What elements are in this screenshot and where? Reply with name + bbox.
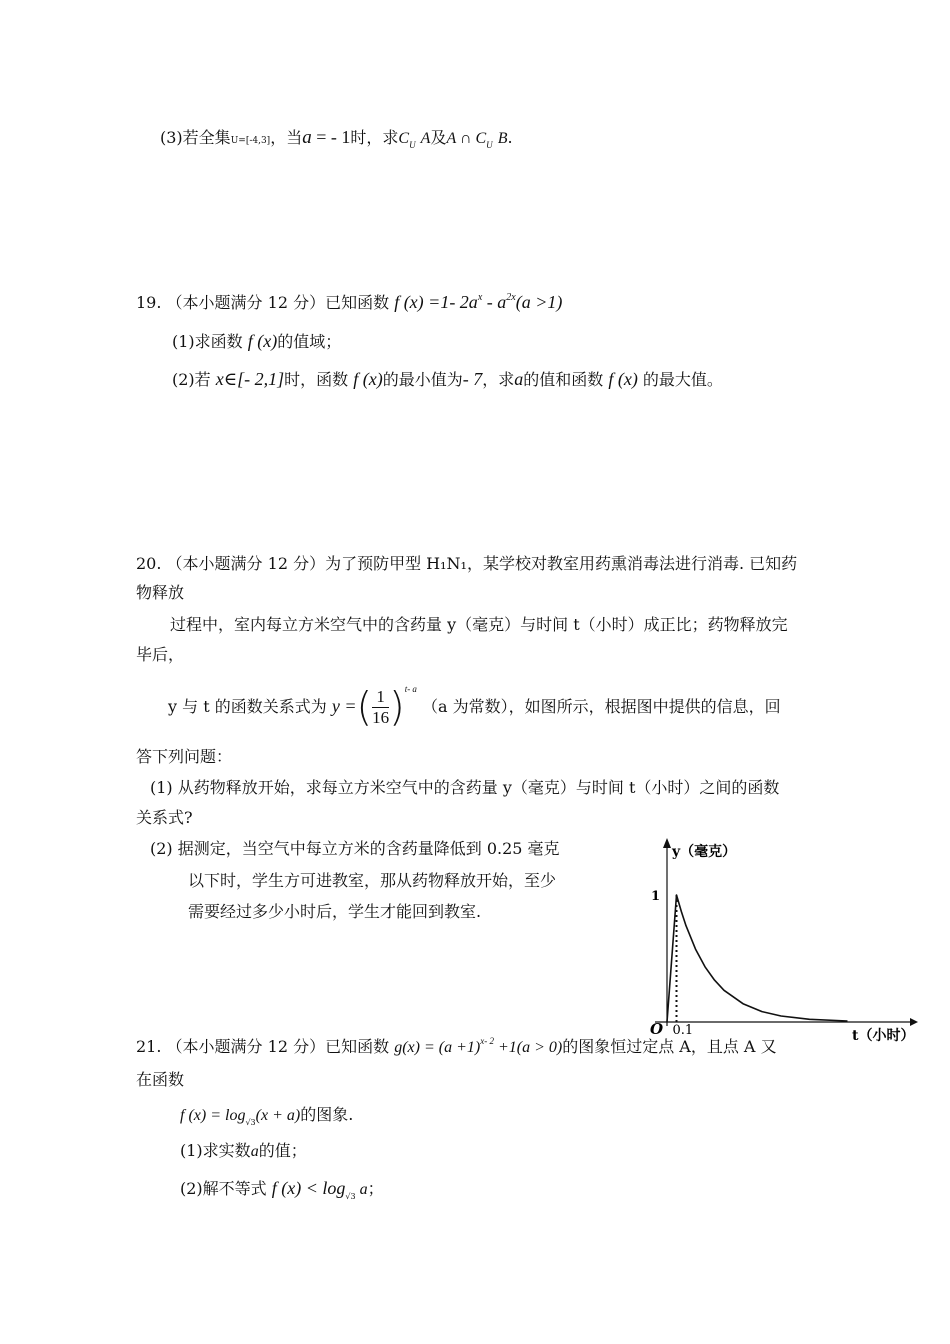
decay-chart [630, 828, 930, 1050]
q20-number: 20. [136, 554, 162, 573]
x-tick-label: 0.1 [672, 1023, 694, 1038]
q19-p2-min: - 7 [462, 369, 483, 389]
q21-header [136, 1036, 777, 1060]
q21-p2-base: √3 [345, 1192, 356, 1201]
q19-part2 [172, 368, 723, 391]
q19-p1-text: 的值域； [277, 332, 342, 351]
q18-part3 [160, 126, 513, 152]
q21-part2 [180, 1177, 384, 1203]
q19-p2-var-a: a [514, 369, 524, 389]
q18-complement: C [398, 130, 410, 147]
left-paren-icon: ( [356, 684, 373, 731]
q18-value: = - 1 [311, 127, 351, 147]
q21-g-lhs: g(x) = (a +1) [394, 1039, 481, 1056]
q19-header-text: （本小题满分 12 分）已知函数 [166, 293, 390, 312]
q21-p2-label: (2) [180, 1179, 203, 1198]
q20-formula-lhs: y = [331, 696, 357, 716]
q20-line1 [136, 553, 797, 575]
x-axis-label: t（小时） [852, 1028, 915, 1044]
q20-exponent: t- a [404, 684, 417, 694]
q21-g-exp: x- 2 [480, 1036, 494, 1046]
q21-f-line [180, 1104, 353, 1129]
q21-p2-fx: f (x) < log [271, 1178, 346, 1198]
q20-part1-cont: 关系式? [136, 808, 193, 827]
q18-sub-u: U [486, 140, 493, 150]
q20-fraction [372, 687, 389, 728]
q21-f-arg: (x + a) [255, 1107, 301, 1124]
q19-function [394, 292, 562, 312]
q19-header [136, 291, 562, 317]
q20-formula-tail: （a 为常数），如图所示，根据图中提供的信息，回 [422, 697, 781, 716]
q21-p2-text: 解不等式 [202, 1179, 267, 1198]
q20-part2-cont2: 需要经过多少小时后，学生才能回到教室. [188, 902, 482, 921]
y-tick-label: 1 [651, 889, 661, 904]
q21-line2: 在函数 [136, 1070, 185, 1089]
q19-p2-text: 的最大值。 [642, 370, 723, 389]
q20-line3: 过程中，室内每立方米空气中的含药量 y（毫克）与时间 t（小时）成正比；药物释放完 [170, 615, 788, 634]
q19-func-lhs: f (x) =1- 2a [394, 292, 478, 312]
q21-g-rest: +1(a > 0) [493, 1039, 563, 1056]
q21-p1-var: a [250, 1143, 259, 1160]
q21-header-text: （本小题满分 12 分）已知函数 [166, 1037, 390, 1056]
q18-text: ，当 [270, 128, 303, 147]
q20-frac-num: 1 [372, 687, 389, 708]
q21-f-tail: 的图象. [300, 1105, 354, 1124]
q19-p2-interval: x∈[- 2,1] [215, 369, 285, 389]
q21-p1-label: (1) [180, 1141, 203, 1160]
q19-p2-text: 的最小值为 [382, 370, 463, 389]
q21-p2-var: a [355, 1181, 368, 1198]
q18-sub-u: U [409, 140, 416, 150]
q19-p2-fx2: f (x) [608, 369, 638, 389]
q21-p1-text: 的值； [258, 1141, 307, 1160]
q20-part1: (1) 从药物释放开始，求每立方米空气中的含药量 y（毫克）与时间 t（小时）之间的函数 [150, 778, 780, 797]
q19-p2-fx: f (x) [353, 369, 383, 389]
q21-f-base: √3 [245, 1118, 256, 1127]
q19-func-mid: - a [482, 292, 507, 312]
q18-end: . [507, 128, 513, 147]
q20-formula-line [168, 684, 781, 731]
right-paren-icon: ) [389, 684, 405, 731]
q19-part1 [172, 330, 341, 353]
q21-part1 [180, 1140, 307, 1163]
series-line [667, 895, 848, 1022]
q20-line6: 答下列问题： [136, 747, 233, 766]
q19-p2-text: 时，函数 [284, 370, 349, 389]
q19-exp-x: x [477, 292, 483, 303]
q20-part2: (2) 据测定，当空气中每立方米的含药量降低到 0.25 毫克 [150, 839, 560, 858]
q19-p1-label: (1) [172, 332, 195, 351]
q21-f-lhs: f (x) = log [180, 1107, 246, 1124]
q19-p2-label: (2) [172, 370, 195, 389]
q21-g-function [394, 1036, 563, 1056]
q21-header-tail: 的图象恒过定点 A，且点 A 又 [562, 1037, 777, 1056]
y-axis-arrow-icon [663, 838, 671, 848]
q21-number: 21. [136, 1037, 162, 1056]
q18-text: 及 [430, 128, 447, 147]
q19-exp-2x: 2x [506, 292, 516, 303]
q18-var-a: a [302, 127, 312, 148]
q18-intersection: A ∩ C [446, 130, 487, 147]
q19-p1-fx: f (x) [247, 331, 278, 351]
q20-formula-intro: y 与 t 的函数关系式为 [168, 697, 327, 716]
q18-set-a: A [420, 130, 431, 147]
q18-text: 时，求 [350, 128, 399, 147]
origin-label: O [650, 1020, 664, 1038]
q18-set-b: B [497, 130, 508, 147]
q21-p2-end: ； [367, 1179, 384, 1198]
q19-p2-text: 的值和函数 [523, 370, 604, 389]
q20-line2: 物释放 [136, 583, 185, 602]
q19-p1-text: 求函数 [194, 332, 243, 351]
q21-p1-text: 求实数 [202, 1141, 251, 1160]
q20-line4: 毕后， [136, 645, 185, 664]
q20-line1-text: （本小题满分 12 分）为了预防甲型 H₁N₁，某学校对教室用药熏消毒法进行消毒. 已知药 [166, 554, 798, 573]
y-axis-label: y（毫克） [672, 844, 737, 860]
q19-p2-text: ，求 [482, 370, 515, 389]
q18-text: 若全集 [182, 128, 231, 147]
q20-frac-den: 16 [372, 708, 390, 727]
x-axis-arrow-icon [910, 1018, 918, 1026]
q18-universal-set: U=[-4,3] [230, 136, 271, 146]
q19-number: 19. [136, 293, 162, 312]
q20-part2-cont1: 以下时，学生方可进教室，那从药物释放开始，至少 [188, 871, 557, 890]
q19-func-cond: (a >1) [515, 292, 563, 312]
q18-part3-label: (3) [160, 128, 183, 147]
q19-p2-text: 若 [194, 370, 211, 389]
